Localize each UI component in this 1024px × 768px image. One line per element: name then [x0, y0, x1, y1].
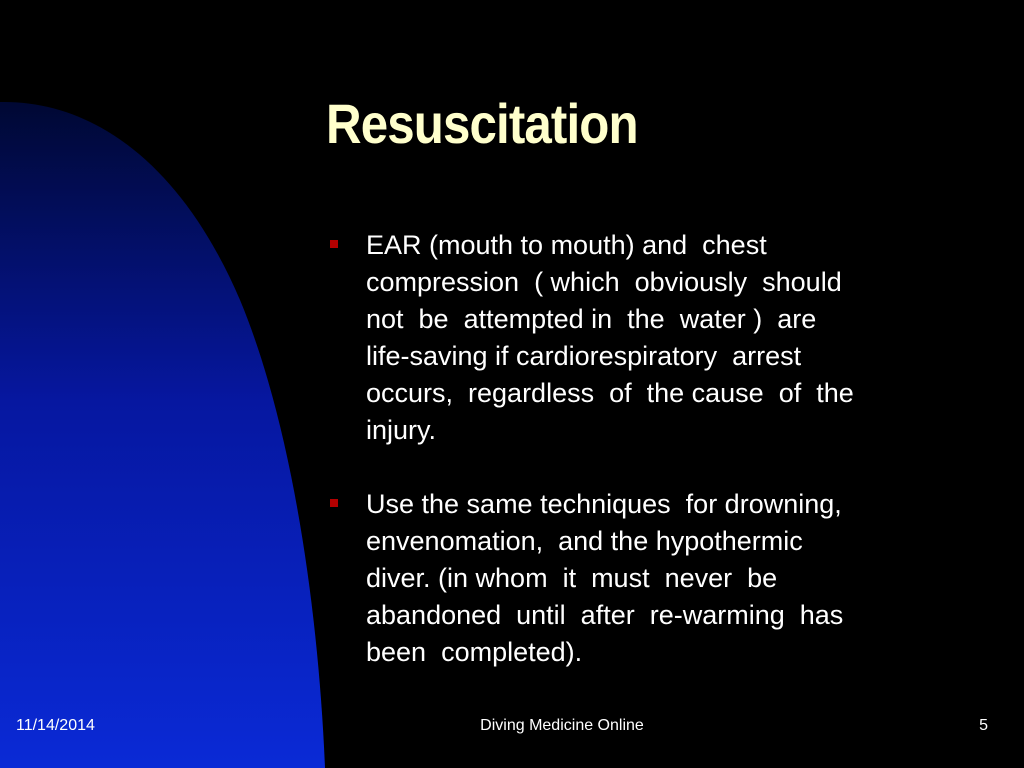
slide-title: Resuscitation	[326, 92, 638, 155]
bullet-square-icon	[330, 240, 338, 248]
bullet-item	[326, 486, 986, 671]
bullet-line: compression ( which obviously should	[366, 267, 842, 297]
footer-date: 11/14/2014	[16, 717, 95, 734]
bullet-line: Use the same techniques for drowning,	[366, 489, 842, 519]
bullet-line: occurs, regardless of the cause of the	[366, 378, 854, 408]
footer-title: Diving Medicine Online	[480, 717, 644, 734]
bullet-line: been completed).	[366, 637, 583, 667]
bullet-line: abandoned until after re-warming has	[366, 600, 844, 630]
bullet-line: not be attempted in the water ) are	[366, 304, 817, 334]
bullet-line: EAR (mouth to mouth) and chest	[366, 230, 767, 260]
slide-number: 5	[979, 717, 988, 734]
bullet-square-icon	[330, 499, 338, 507]
bullet-line: envenomation, and the hypothermic	[366, 526, 803, 556]
bullet-line: injury.	[366, 415, 437, 445]
bullet-list	[326, 227, 986, 708]
bullet-line: diver. (in whom it must never be	[366, 563, 778, 593]
bullet-item	[326, 227, 986, 449]
bullet-line: life-saving if cardiorespiratory arrest	[366, 341, 802, 371]
